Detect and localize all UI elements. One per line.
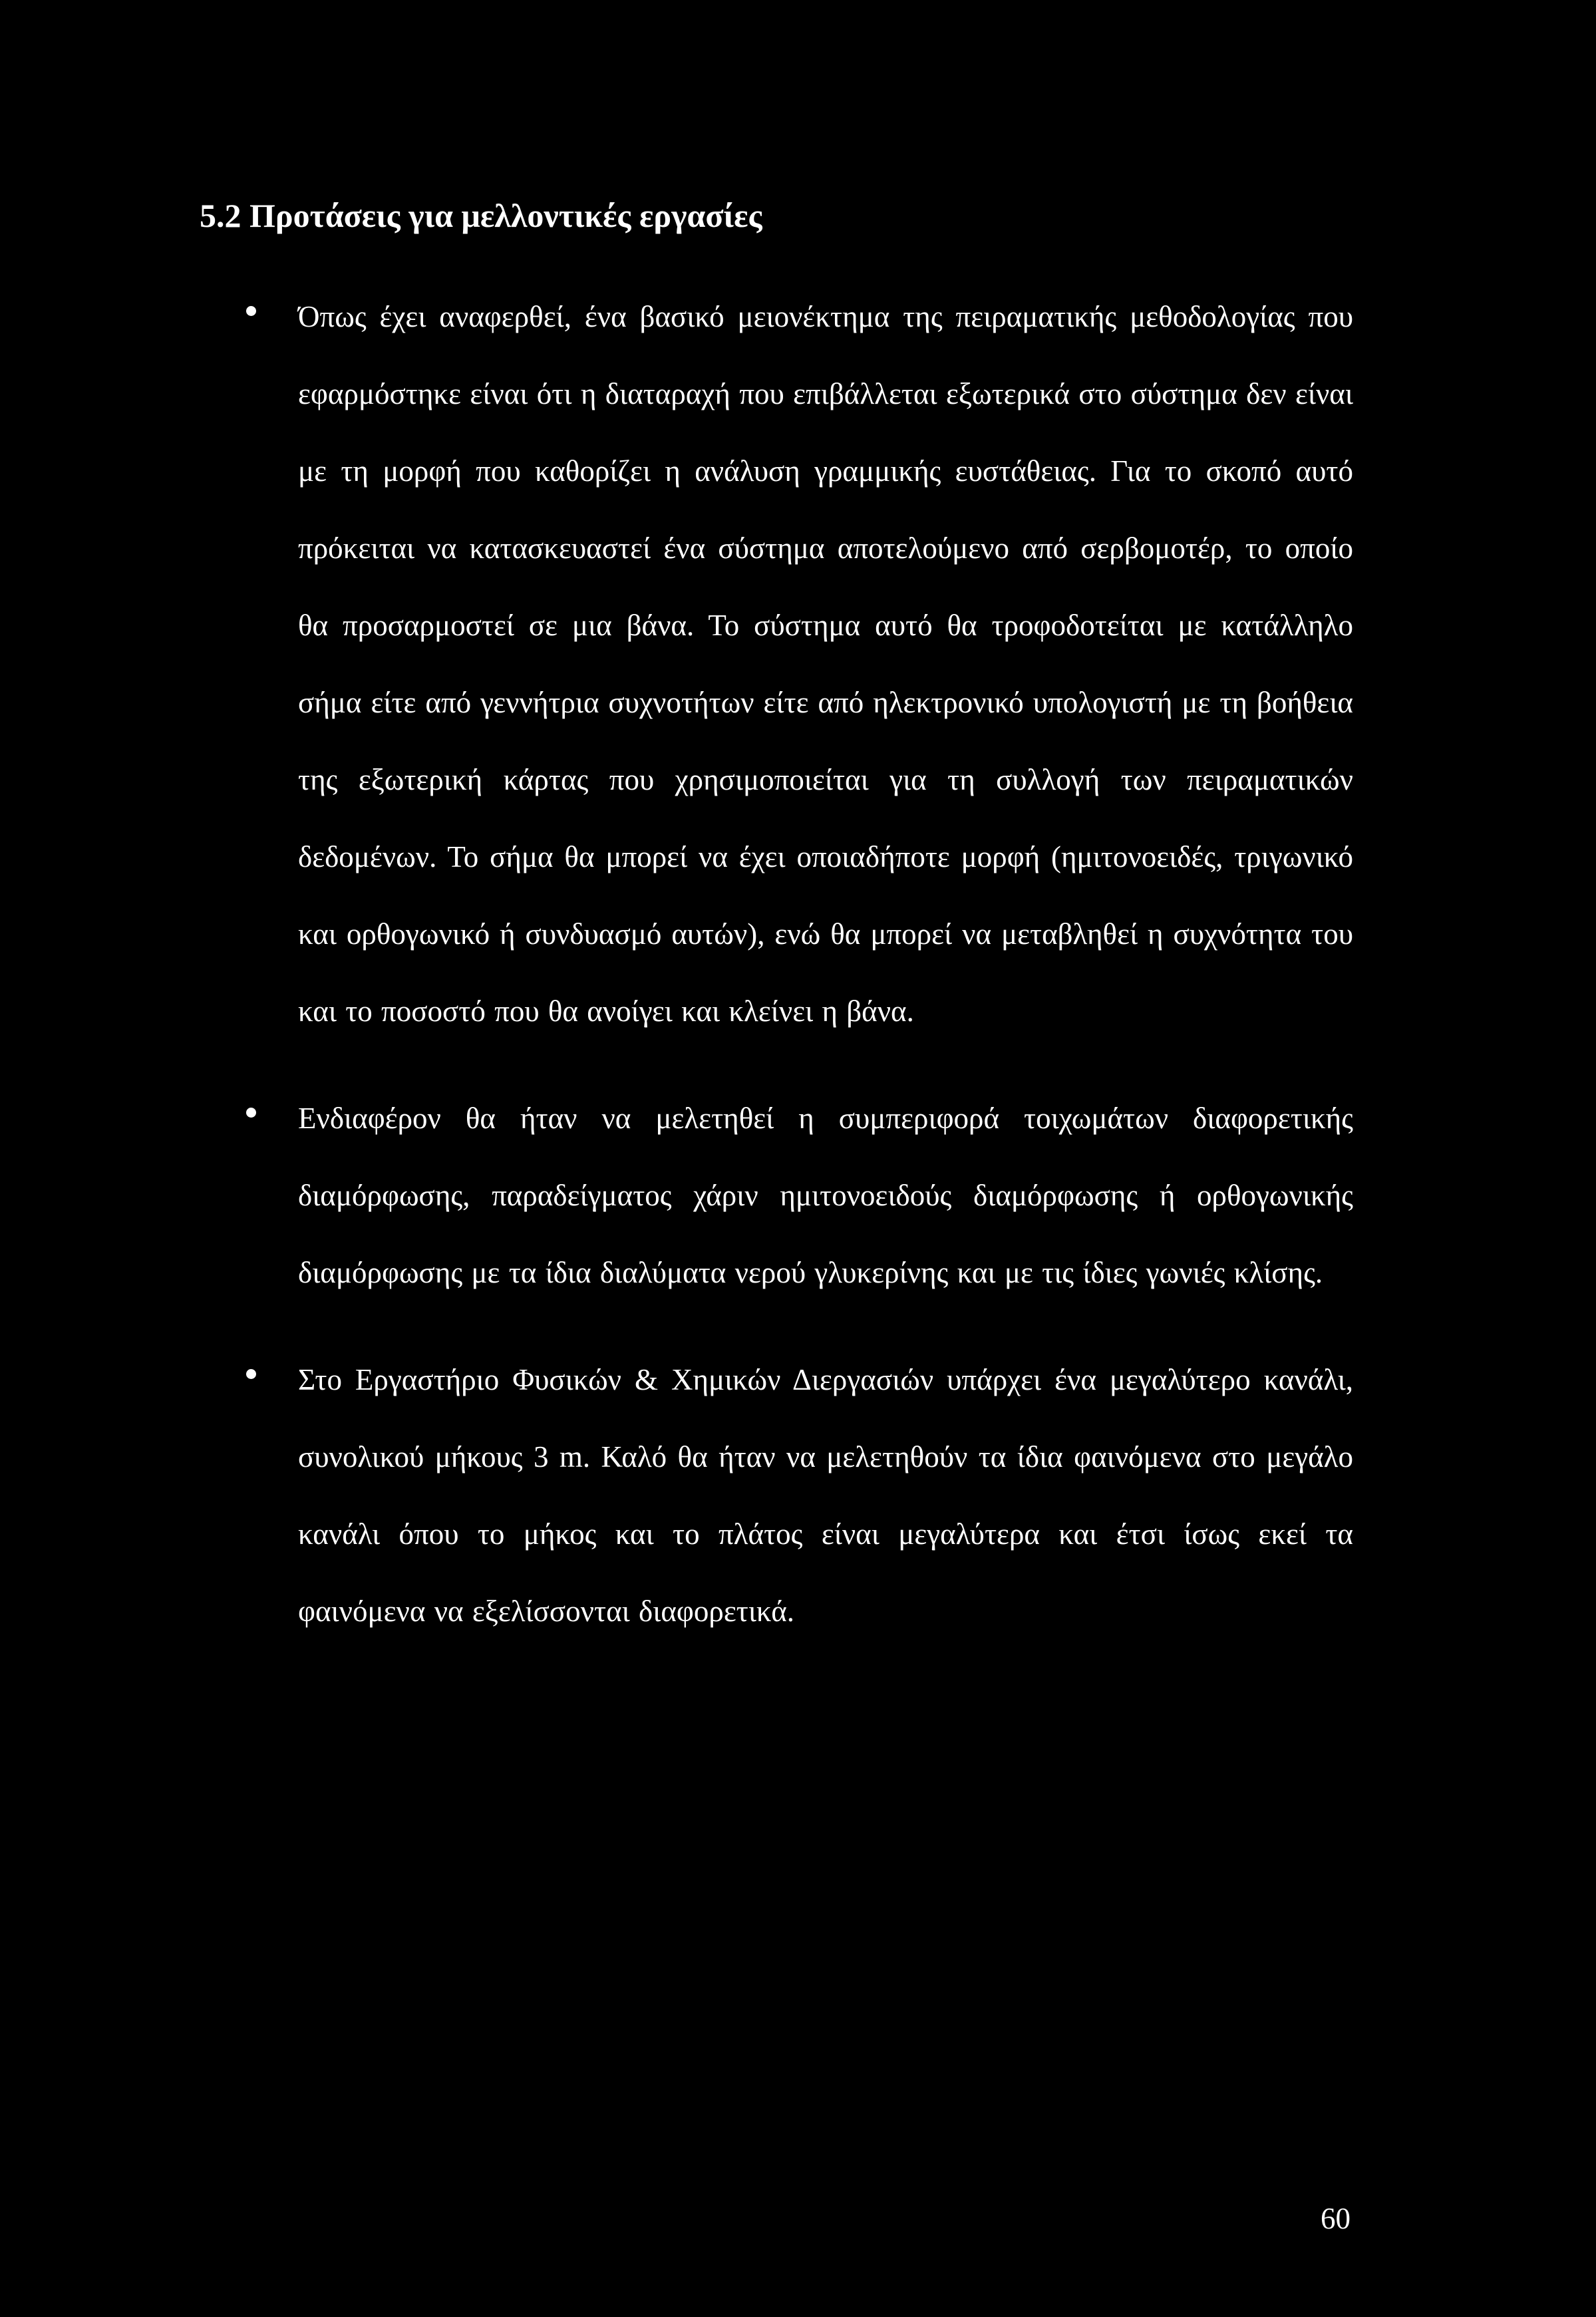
bullet-item-1 [298, 278, 1353, 1050]
bullet-icon [246, 1369, 256, 1379]
bullet-text: Ενδιαφέρον θα ήταν να μελετηθεί η συμπεριφορά τοιχωμάτων διαφορετικής διαμόρφωσης, παραδείγματος χάριν ημιτονοειδούς διαμόρφωσης ή ορθογωνικής διαμόρφωσης με τα ίδια διαλύματα νερού γλυκερίνης και με τις ίδιες γωνιές κλίσης. [298, 1102, 1353, 1289]
bullet-text: Όπως έχει αναφερθεί, ένα βασικό μειονέκτημα της πειραματικής μεθοδολογίας που εφαρμόστηκε είναι ότι η διαταραχή που επιβάλλεται εξωτερικά στο σύστημα δεν είναι με τη μορφή που καθορίζει η ανάλυση γραμμικής ευστάθειας. Για το σκοπό αυτό πρόκειται να κατασκευαστεί ένα σύστημα αποτελούμενο από σερβομοτέρ, το οποίο θα προσαρμοστεί σε μια βάνα. Το σύστημα αυτό θα τροφοδοτείται με κατάλληλο σήμα είτε από γεννήτρια συχνοτήτων είτε από ηλεκτρονικό υπολογιστή με τη βοήθεια της εξωτερική κάρτας που χρησιμοποιείται για τη συλλογή των πειραματικών δεδομένων. Το σήμα θα μπορεί να έχει οποιαδήποτε μορφή (ημιτονοειδές, τριγωνικό και ορθογωνικό ή συνδυασμό αυτών), ενώ θα μπορεί να μεταβληθεί η συχνότητα του και το ποσοστό που θα ανοίγει και κλείνει η βάνα. [298, 300, 1353, 1028]
bullet-list [298, 278, 1353, 1680]
bullet-icon [246, 1108, 256, 1118]
section-heading: 5.2 Προτάσεις για μελλοντικές εργασίες [200, 197, 762, 234]
bullet-text: Στο Εργαστήριο Φυσικών & Χημικών Διεργασιών υπάρχει ένα μεγαλύτερο κανάλι, συνολικού μήκους 3 m. Καλό θα ήταν να μελετηθούν τα ίδια φαινόμενα στο μεγάλο κανάλι όπου το μήκος και το πλάτος είναι μεγαλύτερα και έτσι ίσως εκεί τα φαινόμενα να εξελίσσονται διαφορετικά. [298, 1363, 1353, 1628]
bullet-icon [246, 306, 256, 316]
bullet-item-3 [298, 1341, 1353, 1650]
bullet-item-2 [298, 1080, 1353, 1311]
page-number: 60 [1321, 2202, 1351, 2235]
